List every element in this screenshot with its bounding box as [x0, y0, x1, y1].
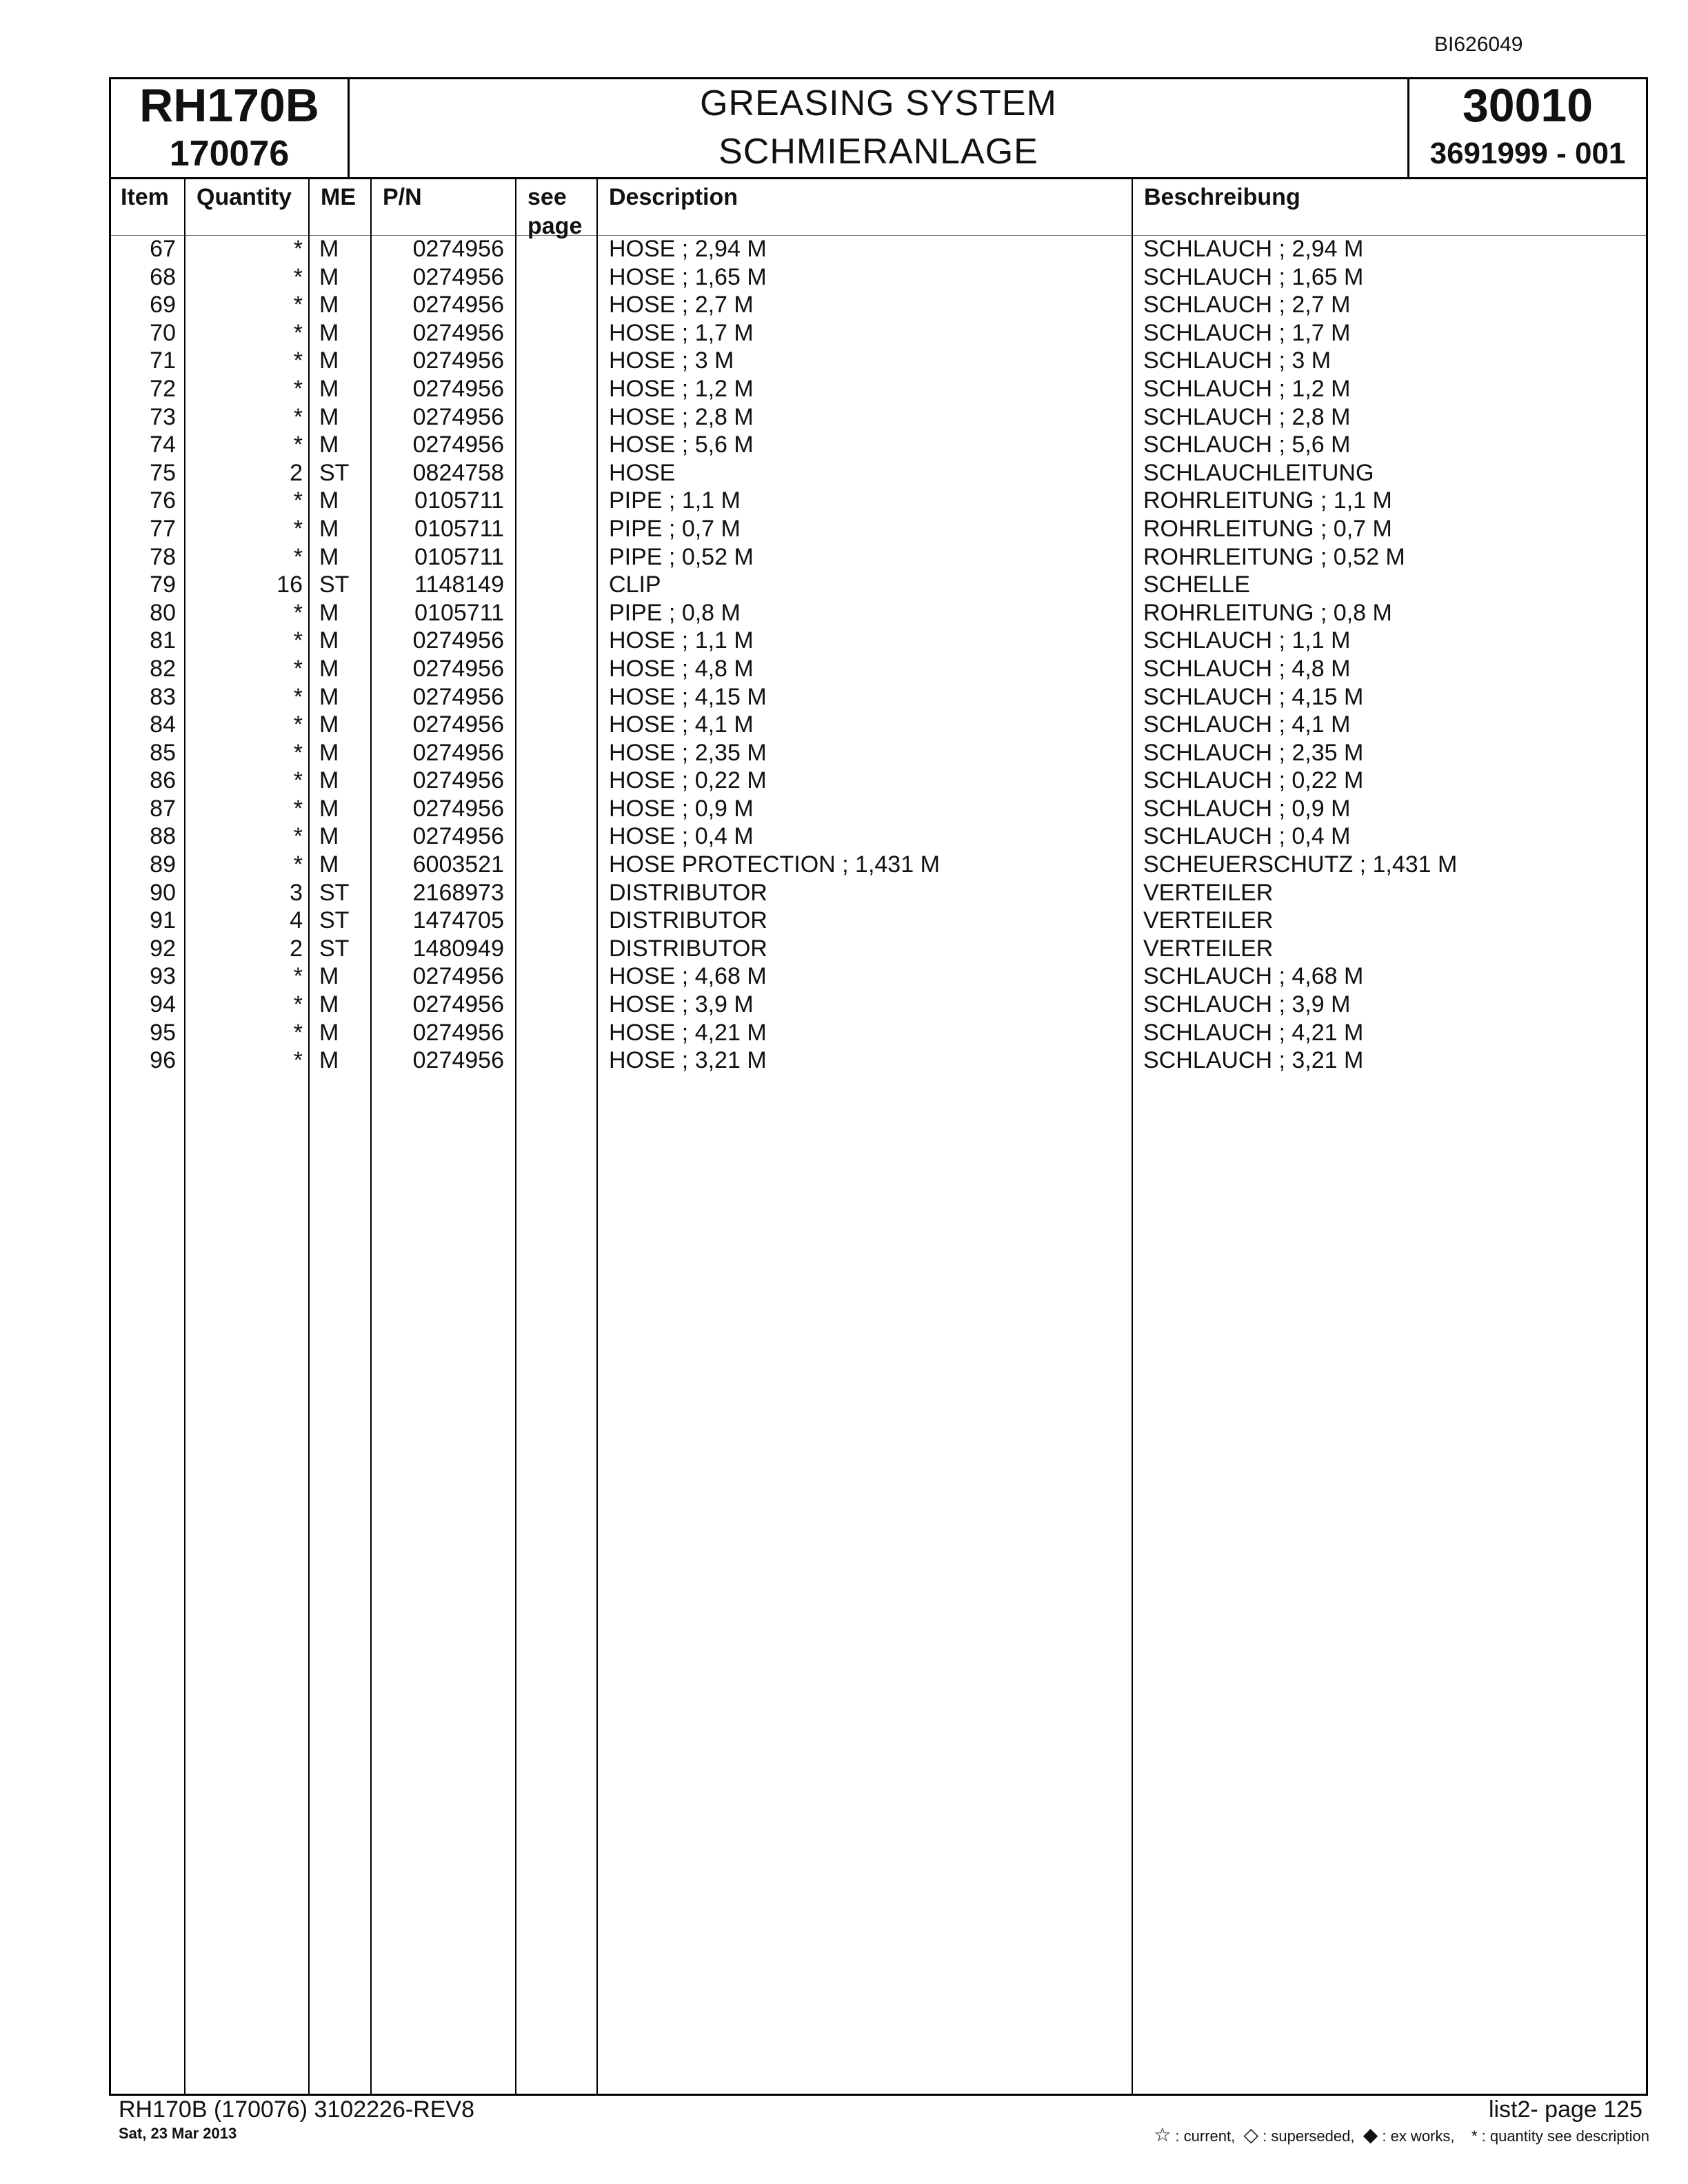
cell-part-number: 0274956	[412, 347, 504, 374]
table-row	[111, 263, 1646, 292]
cell-part-number: 0274956	[412, 1019, 504, 1046]
cell-unit: M	[319, 1047, 339, 1074]
cell-unit: ST	[319, 879, 350, 906]
table-row	[111, 431, 1646, 459]
cell-item-number: 78	[150, 543, 176, 570]
table-row	[111, 599, 1646, 627]
cell-beschreibung: SCHLAUCH ; 4,21 M	[1143, 1019, 1364, 1046]
table-row	[111, 403, 1646, 432]
cell-part-number: 0274956	[412, 263, 504, 290]
cell-quantity: *	[293, 851, 303, 878]
cell-quantity: *	[293, 1047, 303, 1074]
column-header-pn: P/N	[383, 184, 422, 210]
cell-part-number: 0274956	[412, 292, 504, 318]
cell-part-number: 0274956	[412, 963, 504, 990]
cell-description: HOSE ; 5,6 M	[609, 432, 754, 458]
cell-unit: M	[319, 1019, 339, 1046]
cell-description: HOSE ; 4,21 M	[609, 1019, 767, 1046]
cell-part-number: 0274956	[412, 403, 504, 430]
cell-unit: M	[319, 543, 339, 570]
cell-part-number: 0274956	[412, 627, 504, 654]
cell-beschreibung: SCHLAUCH ; 0,22 M	[1143, 767, 1364, 794]
cell-quantity: *	[293, 236, 303, 262]
cell-quantity: *	[293, 292, 303, 318]
column-header-beschreibung: Beschreibung	[1144, 184, 1300, 210]
legend	[1154, 2125, 1649, 2147]
cell-description: HOSE ; 2,7 M	[609, 292, 754, 318]
cell-beschreibung: ROHRLEITUNG ; 1,1 M	[1143, 487, 1392, 514]
cell-unit: ST	[319, 907, 350, 934]
cell-item-number: 93	[150, 963, 176, 990]
table-row	[111, 347, 1646, 375]
cell-part-number: 0274956	[412, 432, 504, 458]
cell-unit: M	[319, 263, 339, 290]
cell-part-number: 0274956	[412, 711, 504, 738]
cell-item-number: 90	[150, 879, 176, 906]
cell-part-number: 1480949	[412, 935, 504, 962]
cell-item-number: 87	[150, 795, 176, 822]
table-row	[111, 571, 1646, 599]
group-block	[1407, 79, 1646, 177]
cell-description: HOSE ; 4,68 M	[609, 963, 767, 990]
cell-unit: M	[319, 319, 339, 346]
cell-item-number: 69	[150, 292, 176, 318]
cell-quantity: *	[293, 627, 303, 654]
cell-description: PIPE ; 0,7 M	[609, 515, 741, 542]
cell-unit: M	[319, 375, 339, 402]
cell-unit: M	[319, 515, 339, 542]
cell-quantity: 16	[277, 572, 303, 598]
diamond-outline-icon: ◇	[1243, 2124, 1259, 2145]
cell-description: DISTRIBUTOR	[609, 907, 767, 934]
cell-description: PIPE ; 0,8 M	[609, 599, 741, 626]
footer-document-reference: RH170B (170076) 3102226-REV8	[119, 2096, 475, 2123]
table-row	[111, 711, 1646, 739]
cell-beschreibung: SCHLAUCH ; 2,8 M	[1143, 403, 1351, 430]
column-header-see-page	[528, 183, 582, 241]
cell-beschreibung: SCHLAUCH ; 1,7 M	[1143, 319, 1351, 346]
legend-current: : current,	[1175, 2127, 1236, 2145]
cell-unit: M	[319, 347, 339, 374]
cell-part-number: 0105711	[414, 599, 504, 626]
cell-beschreibung: SCHLAUCH ; 4,15 M	[1143, 683, 1364, 710]
cell-quantity: *	[293, 767, 303, 794]
cell-quantity: *	[293, 263, 303, 290]
cell-beschreibung: SCHLAUCH ; 2,94 M	[1143, 236, 1364, 262]
cell-beschreibung: SCHLAUCH ; 4,68 M	[1143, 963, 1364, 990]
cell-beschreibung: SCHLAUCH ; 1,65 M	[1143, 263, 1364, 290]
table-row	[111, 655, 1646, 683]
cell-description: HOSE ; 1,2 M	[609, 375, 754, 402]
legend-quantity: * : quantity see description	[1471, 2127, 1649, 2145]
cell-item-number: 82	[150, 655, 176, 682]
cell-description: HOSE PROTECTION ; 1,431 M	[609, 851, 940, 878]
cell-item-number: 68	[150, 263, 176, 290]
cell-part-number: 0105711	[414, 515, 504, 542]
cell-part-number: 0274956	[412, 319, 504, 346]
table-row	[111, 235, 1646, 263]
cell-unit: M	[319, 711, 339, 738]
cell-beschreibung: SCHEUERSCHUTZ ; 1,431 M	[1143, 851, 1458, 878]
cell-part-number: 0824758	[412, 459, 504, 486]
cell-item-number: 72	[150, 375, 176, 402]
cell-unit: M	[319, 739, 339, 766]
cell-part-number: 0274956	[412, 823, 504, 850]
column-header-item: Item	[121, 184, 169, 210]
table-row	[111, 515, 1646, 543]
cell-description: HOSE ; 0,22 M	[609, 767, 767, 794]
cell-part-number: 0274956	[412, 739, 504, 766]
table-row	[111, 767, 1646, 795]
cell-description: HOSE ; 2,94 M	[609, 236, 767, 262]
cell-unit: M	[319, 851, 339, 878]
cell-item-number: 71	[150, 347, 176, 374]
table-row	[111, 851, 1646, 879]
cell-part-number: 2168973	[412, 879, 504, 906]
cell-quantity: *	[293, 515, 303, 542]
parts-table-body	[111, 235, 1646, 1075]
cell-beschreibung: SCHLAUCH ; 2,35 M	[1143, 739, 1364, 766]
cell-quantity: *	[293, 711, 303, 738]
table-row	[111, 543, 1646, 572]
table-row	[111, 962, 1646, 991]
table-row	[111, 319, 1646, 347]
cell-item-number: 89	[150, 851, 176, 878]
table-row	[111, 375, 1646, 403]
cell-description: HOSE ; 3,9 M	[609, 991, 754, 1018]
cell-beschreibung: SCHLAUCH ; 5,6 M	[1143, 432, 1351, 458]
cell-quantity: 3	[290, 879, 303, 906]
cell-item-number: 88	[150, 823, 176, 850]
table-row	[111, 739, 1646, 767]
cell-unit: M	[319, 403, 339, 430]
table-row	[111, 683, 1646, 711]
cell-item-number: 96	[150, 1047, 176, 1074]
cell-unit: M	[319, 292, 339, 318]
parts-list-frame	[109, 77, 1648, 2096]
cell-quantity: 2	[290, 459, 303, 486]
cell-part-number: 0274956	[412, 991, 504, 1018]
cell-unit: M	[319, 487, 339, 514]
cell-part-number: 0105711	[414, 543, 504, 570]
cell-description: CLIP	[609, 572, 661, 598]
cell-quantity: *	[293, 487, 303, 514]
header-block	[111, 79, 1646, 179]
cell-beschreibung: SCHLAUCH ; 3,21 M	[1143, 1047, 1364, 1074]
cell-quantity: *	[293, 599, 303, 626]
cell-description: HOSE ; 2,8 M	[609, 403, 754, 430]
title-german: SCHMIERANLAGE	[719, 132, 1038, 172]
cell-quantity: *	[293, 655, 303, 682]
cell-quantity: *	[293, 347, 303, 374]
cell-part-number: 0274956	[412, 683, 504, 710]
cell-unit: ST	[319, 572, 350, 598]
cell-item-number: 76	[150, 487, 176, 514]
cell-item-number: 73	[150, 403, 176, 430]
cell-beschreibung: VERTEILER	[1143, 935, 1274, 962]
cell-item-number: 95	[150, 1019, 176, 1046]
table-row	[111, 822, 1646, 851]
cell-description: DISTRIBUTOR	[609, 879, 767, 906]
cell-quantity: *	[293, 543, 303, 570]
table-row	[111, 1019, 1646, 1047]
cell-description: DISTRIBUTOR	[609, 935, 767, 962]
cell-description: PIPE ; 0,52 M	[609, 543, 754, 570]
table-row	[111, 487, 1646, 515]
cell-item-number: 91	[150, 907, 176, 934]
cell-item-number: 83	[150, 683, 176, 710]
model-number: RH170B	[139, 79, 319, 132]
cell-unit: M	[319, 795, 339, 822]
cell-beschreibung: SCHLAUCHLEITUNG	[1143, 459, 1374, 486]
cell-item-number: 74	[150, 432, 176, 458]
cell-beschreibung: SCHLAUCH ; 3,9 M	[1143, 991, 1351, 1018]
table-row	[111, 935, 1646, 963]
cell-part-number: 0274956	[412, 795, 504, 822]
cell-beschreibung: SCHLAUCH ; 0,9 M	[1143, 795, 1351, 822]
cell-item-number: 75	[150, 459, 176, 486]
cell-beschreibung: SCHLAUCH ; 1,2 M	[1143, 375, 1351, 402]
column-header-page: page	[528, 213, 583, 239]
legend-ex-works: : ex works,	[1382, 2127, 1455, 2145]
cell-unit: M	[319, 627, 339, 654]
cell-item-number: 94	[150, 991, 176, 1018]
footer-page-number: list2- page 125	[1488, 2096, 1642, 2123]
cell-item-number: 70	[150, 319, 176, 346]
cell-part-number: 0274956	[412, 1047, 504, 1074]
cell-item-number: 67	[150, 236, 176, 262]
document-id: BI626049	[1434, 33, 1523, 56]
cell-unit: M	[319, 991, 339, 1018]
cell-unit: ST	[319, 459, 350, 486]
cell-item-number: 81	[150, 627, 176, 654]
cell-quantity: 2	[290, 935, 303, 962]
cell-quantity: *	[293, 432, 303, 458]
footer-date: Sat, 23 Mar 2013	[119, 2125, 237, 2142]
cell-part-number: 6003521	[412, 851, 504, 878]
cell-description: HOSE ; 4,8 M	[609, 655, 754, 682]
column-header-description: Description	[609, 184, 738, 210]
cell-description: HOSE	[609, 459, 676, 486]
cell-beschreibung: SCHLAUCH ; 4,1 M	[1143, 711, 1351, 738]
cell-quantity: 4	[290, 907, 303, 934]
title-english: GREASING SYSTEM	[700, 83, 1057, 123]
cell-description: HOSE ; 4,1 M	[609, 711, 754, 738]
cell-beschreibung: SCHLAUCH ; 0,4 M	[1143, 823, 1351, 850]
table-row	[111, 991, 1646, 1019]
cell-unit: M	[319, 236, 339, 262]
cell-beschreibung: ROHRLEITUNG ; 0,7 M	[1143, 515, 1392, 542]
cell-quantity: *	[293, 403, 303, 430]
table-row	[111, 879, 1646, 907]
cell-quantity: *	[293, 739, 303, 766]
cell-beschreibung: SCHLAUCH ; 2,7 M	[1143, 292, 1351, 318]
column-header-me: ME	[321, 184, 356, 210]
cell-description: HOSE ; 1,1 M	[609, 627, 754, 654]
cell-unit: ST	[319, 935, 350, 962]
cell-beschreibung: SCHELLE	[1143, 572, 1250, 598]
cell-unit: M	[319, 823, 339, 850]
cell-quantity: *	[293, 823, 303, 850]
cell-part-number: 0274956	[412, 655, 504, 682]
cell-beschreibung: VERTEILER	[1143, 879, 1274, 906]
cell-item-number: 77	[150, 515, 176, 542]
cell-quantity: *	[293, 991, 303, 1018]
cell-part-number: 1148149	[414, 572, 504, 598]
diamond-filled-icon: ◆	[1363, 2124, 1378, 2145]
cell-unit: M	[319, 963, 339, 990]
cell-beschreibung: ROHRLEITUNG ; 0,8 M	[1143, 599, 1392, 626]
model-block	[111, 79, 350, 177]
cell-item-number: 84	[150, 711, 176, 738]
cell-beschreibung: SCHLAUCH ; 4,8 M	[1143, 655, 1351, 682]
cell-description: HOSE ; 2,35 M	[609, 739, 767, 766]
cell-unit: M	[319, 599, 339, 626]
cell-item-number: 80	[150, 599, 176, 626]
star-outline-icon: ☆	[1154, 2124, 1172, 2145]
cell-part-number: 0105711	[414, 487, 504, 514]
cell-quantity: *	[293, 1019, 303, 1046]
cell-description: HOSE ; 0,4 M	[609, 823, 754, 850]
cell-part-number: 0274956	[412, 236, 504, 262]
cell-item-number: 79	[150, 572, 176, 598]
cell-description: HOSE ; 0,9 M	[609, 795, 754, 822]
cell-quantity: *	[293, 319, 303, 346]
cell-description: HOSE ; 4,15 M	[609, 683, 767, 710]
cell-description: PIPE ; 1,1 M	[609, 487, 741, 514]
cell-beschreibung: SCHLAUCH ; 3 M	[1143, 347, 1332, 374]
cell-description: HOSE ; 1,65 M	[609, 263, 767, 290]
serial-number: 170076	[169, 134, 290, 174]
cell-quantity: *	[293, 683, 303, 710]
column-header-see: see	[528, 184, 567, 210]
cell-item-number: 86	[150, 767, 176, 794]
table-row	[111, 459, 1646, 487]
cell-beschreibung: SCHLAUCH ; 1,1 M	[1143, 627, 1351, 654]
cell-beschreibung: VERTEILER	[1143, 907, 1274, 934]
cell-part-number: 1474705	[412, 907, 504, 934]
table-row	[111, 907, 1646, 935]
column-header-quantity: Quantity	[197, 184, 292, 210]
cell-quantity: *	[293, 375, 303, 402]
group-subnumber: 3691999 - 001	[1429, 136, 1626, 170]
table-row	[111, 1046, 1646, 1075]
group-number: 30010	[1462, 79, 1594, 132]
cell-item-number: 92	[150, 935, 176, 962]
legend-superseded: : superseded,	[1263, 2127, 1355, 2145]
cell-quantity: *	[293, 795, 303, 822]
cell-item-number: 85	[150, 739, 176, 766]
cell-unit: M	[319, 432, 339, 458]
cell-unit: M	[319, 655, 339, 682]
cell-unit: M	[319, 767, 339, 794]
cell-unit: M	[319, 683, 339, 710]
table-row	[111, 627, 1646, 655]
cell-description: HOSE ; 1,7 M	[609, 319, 754, 346]
cell-part-number: 0274956	[412, 767, 504, 794]
table-row	[111, 291, 1646, 319]
cell-description: HOSE ; 3,21 M	[609, 1047, 767, 1074]
cell-part-number: 0274956	[412, 375, 504, 402]
cell-quantity: *	[293, 963, 303, 990]
title-block	[350, 79, 1407, 177]
cell-beschreibung: ROHRLEITUNG ; 0,52 M	[1143, 543, 1405, 570]
cell-description: HOSE ; 3 M	[609, 347, 734, 374]
table-row	[111, 795, 1646, 823]
